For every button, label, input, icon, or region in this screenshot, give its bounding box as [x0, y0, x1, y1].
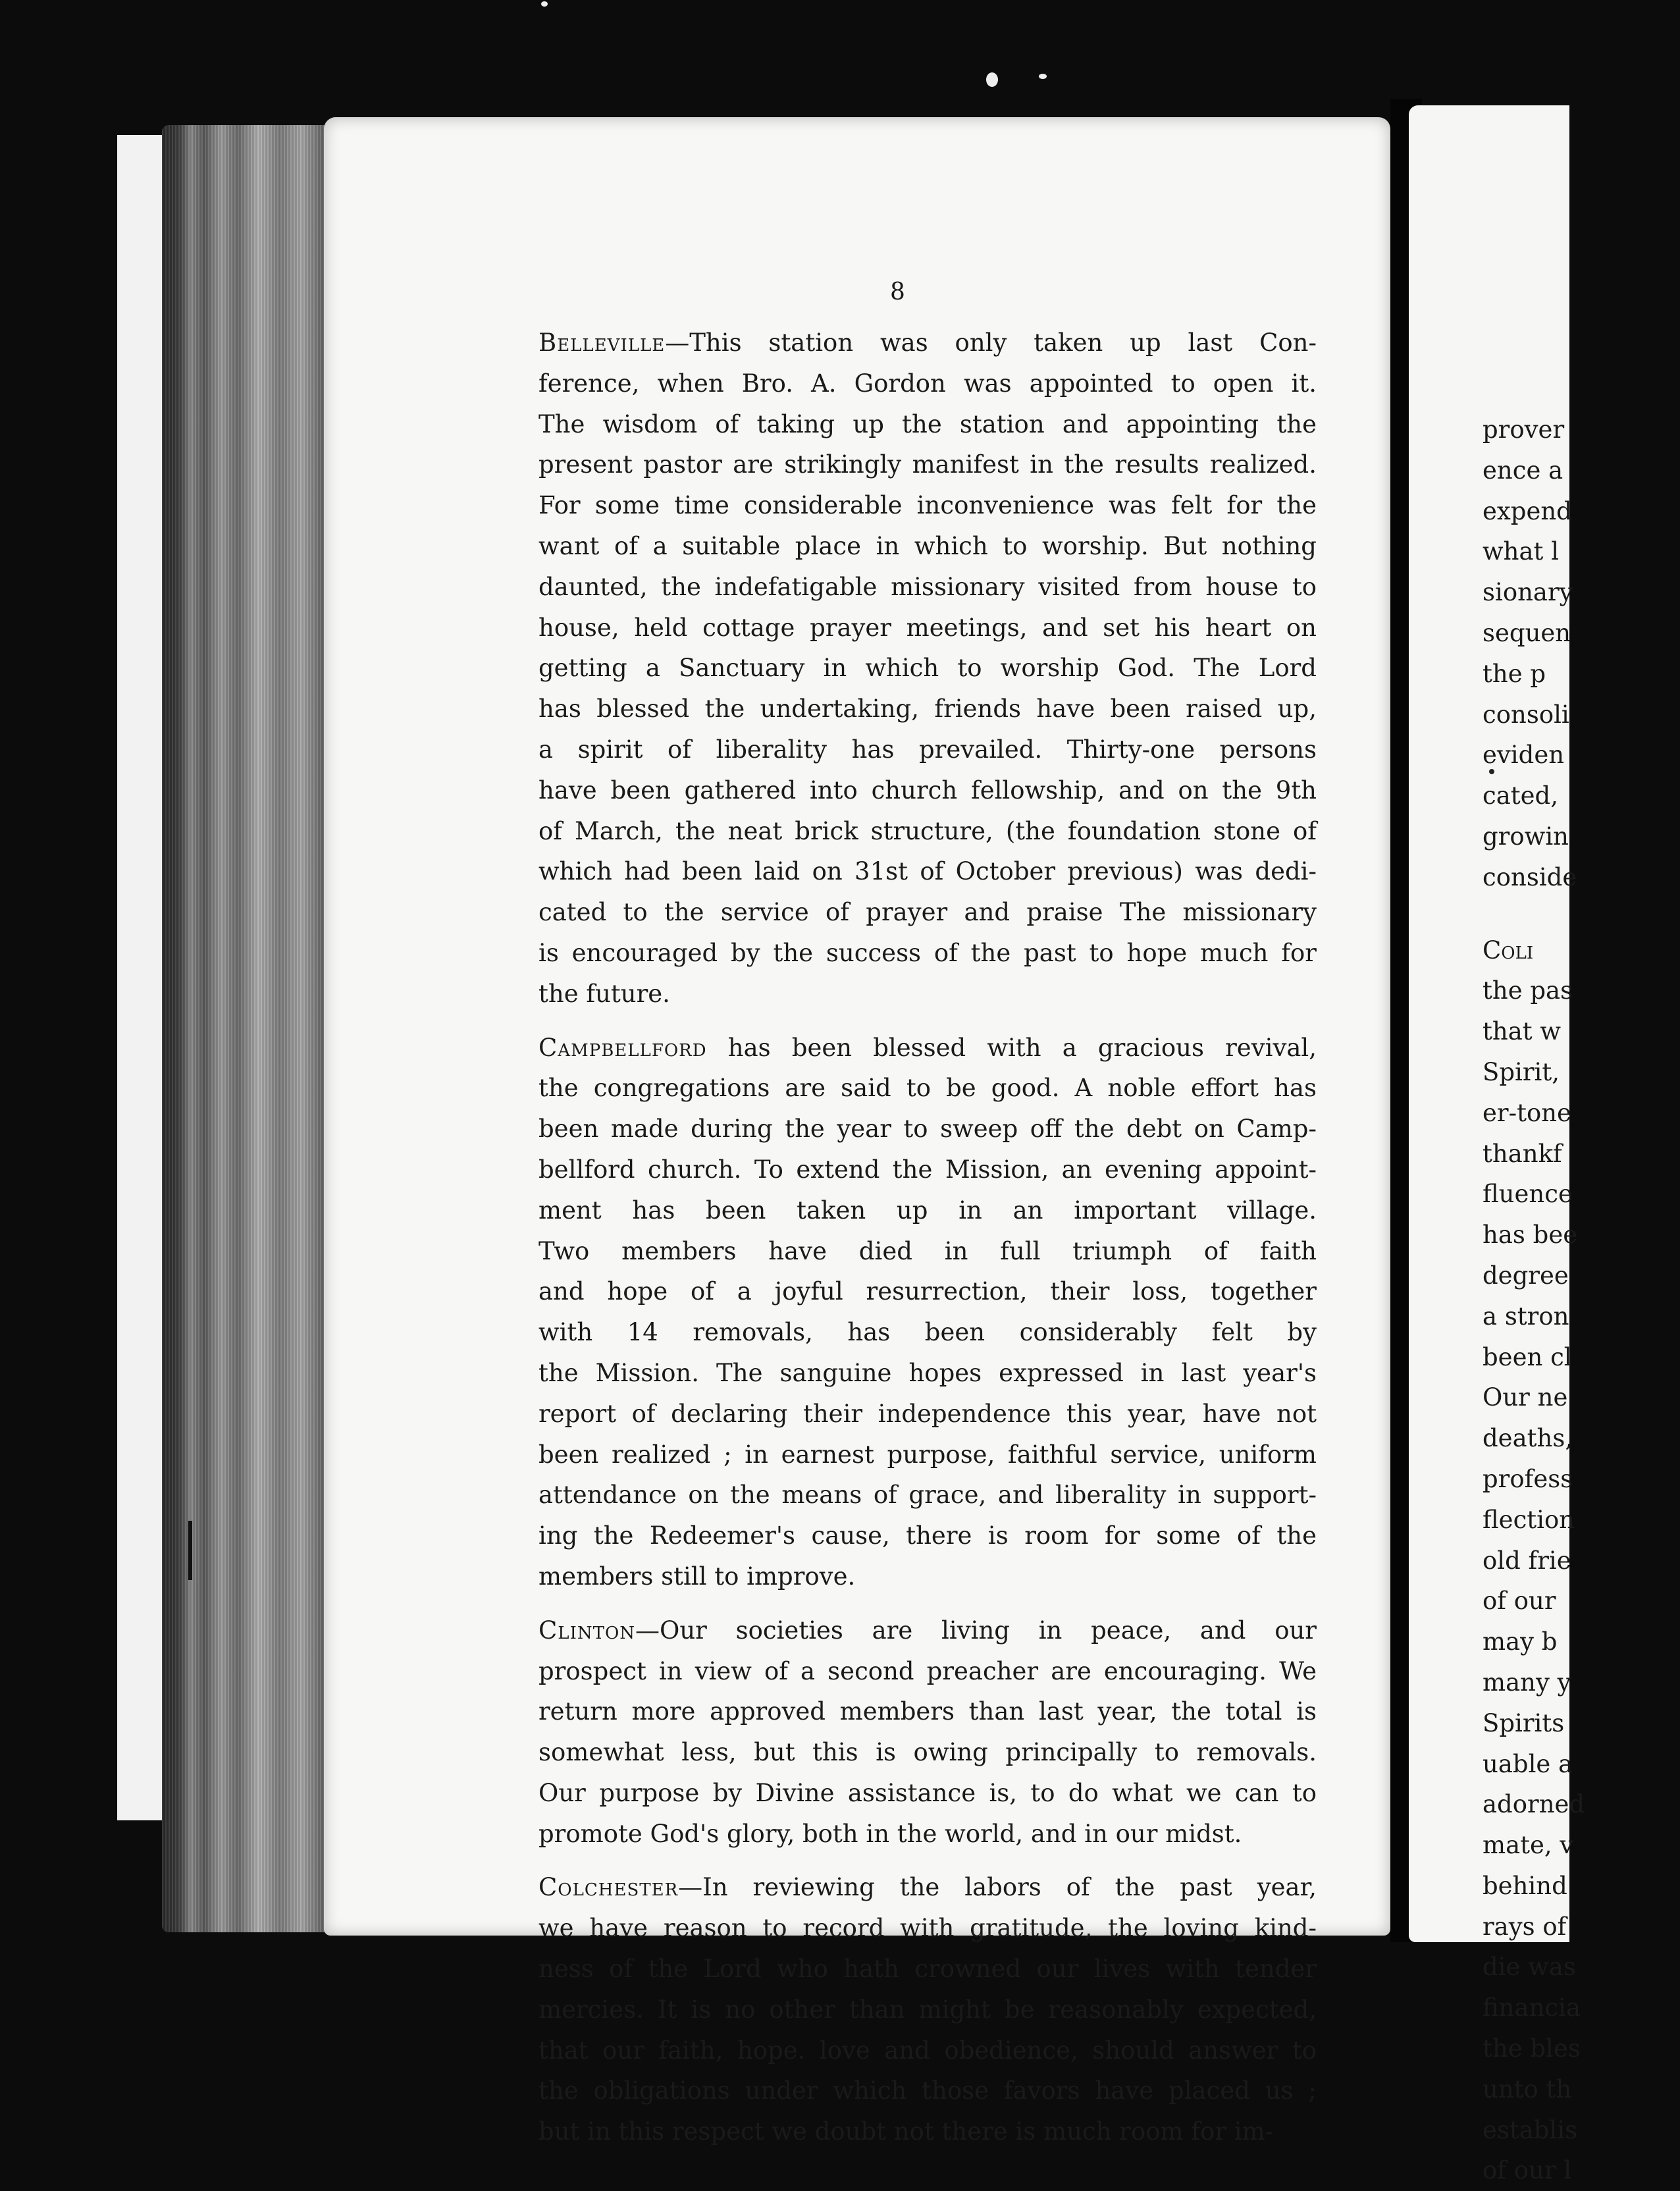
text-line: For some time considerable inconvenience was felt for the	[538, 491, 1317, 520]
facing-page-line: the p	[1483, 659, 1546, 688]
text-line: been made during the year to sweep off the debt on Camp-	[538, 1115, 1317, 1144]
edge-mark	[188, 1521, 192, 1580]
text-line: Two members have died in full triumph of faith	[538, 1236, 1317, 1265]
page-body	[520, 323, 1317, 2165]
paragraph-heading: Campbellford	[538, 1033, 707, 1062]
facing-page-line: growin	[1483, 822, 1569, 851]
facing-page-line: expend	[1483, 496, 1572, 525]
text-line	[520, 1867, 1317, 1908]
facing-page-line: er-tone	[1483, 1098, 1571, 1127]
text-line: the future.	[538, 979, 670, 1008]
facing-page-line: of our l	[1483, 2156, 1572, 2185]
text-line: the Mission. The sanguine hopes expressed in last year's	[538, 1358, 1317, 1387]
text-line: ing the Redeemer's cause, there is room for some of the	[538, 1521, 1317, 1550]
facing-page-line: what l	[1483, 537, 1560, 566]
text-line: present pastor are strikingly manifest in the results realized.	[538, 450, 1317, 479]
text-line: been realized ; in earnest purpose, faithful service, uniform	[538, 1440, 1317, 1469]
facing-page-line: mate, v	[1483, 1831, 1574, 1860]
facing-page-line: been cl	[1483, 1342, 1572, 1371]
facing-page-line: that w	[1483, 1017, 1562, 1046]
paragraph-text: —In reviewing the labors of the past year,	[678, 1873, 1317, 1902]
paragraph	[520, 1867, 1317, 2152]
text-line: which had been laid on 31st of October previous) was dedi-	[538, 857, 1317, 886]
paragraph	[520, 323, 1317, 1015]
facing-page-line: unto th	[1483, 2074, 1572, 2103]
facing-page-line	[1483, 898, 1680, 930]
paragraph-heading: Belleville	[538, 329, 666, 357]
text-line: but in this respect we doubt not there is much room for im-	[538, 2117, 1274, 2146]
text-line: getting a Sanctuary in which to worship God. The Lord	[538, 654, 1317, 683]
paragraph-heading: Clinton	[538, 1616, 636, 1645]
facing-page-line: old frie	[1483, 1546, 1571, 1575]
text-line: want of a suitable place in which to worship. But nothing	[538, 531, 1317, 560]
facing-page-line: conside	[1483, 862, 1577, 891]
facing-page-line: Coli	[1483, 936, 1534, 964]
facing-page-line: degree	[1483, 1261, 1569, 1290]
text-line: The wisdom of taking up the station and appointing the	[538, 409, 1317, 438]
text-line: is encouraged by the success of the past to hope much for	[538, 938, 1317, 967]
facing-page-line: adorned	[1483, 1790, 1585, 1819]
facing-page-line: the bles	[1483, 2034, 1581, 2063]
facing-page-line: deaths,	[1483, 1424, 1573, 1453]
text-line: mercies. It is no other than might be reasonably expected,	[538, 1995, 1317, 2024]
facing-page-line: uable a	[1483, 1749, 1573, 1778]
text-line: ference, when Bro. A. Gordon was appointed to open it.	[538, 369, 1317, 398]
text-line: house, held cottage prayer meetings, and set his heart on	[538, 613, 1317, 642]
text-line: attendance on the means of grace, and liberality in support-	[538, 1481, 1317, 1510]
dust-speck	[541, 1, 548, 7]
text-line: ment has been taken up in an important village.	[538, 1196, 1317, 1225]
text-line: promote God's glory, both in the world, and in our midst.	[538, 1819, 1242, 1848]
facing-page-line: die was	[1483, 1953, 1576, 1982]
facing-page-line: of our	[1483, 1587, 1556, 1616]
facing-page-line: rays of	[1483, 1912, 1567, 1941]
text-line: have been gathered into church fellowship, and on the 9th	[538, 776, 1317, 805]
text-line: report of declaring their independence this year, have not	[538, 1399, 1317, 1428]
text-line: prospect in view of a second preacher are encouraging. We	[538, 1656, 1317, 1685]
facing-page-line: Spirit,	[1483, 1057, 1560, 1086]
text-line	[520, 1028, 1317, 1069]
facing-page-text	[1483, 409, 1680, 2191]
facing-page-line: behind	[1483, 1871, 1567, 1900]
facing-page-line: fluence	[1483, 1180, 1573, 1209]
facing-page-line: flection	[1483, 1505, 1575, 1534]
text-line	[520, 323, 1317, 363]
ink-dot	[1489, 769, 1494, 774]
facing-page-line: Our ne	[1483, 1383, 1568, 1412]
text-line: and hope of a joyful resurrection, their loss, together	[538, 1277, 1317, 1306]
text-line	[520, 1610, 1317, 1651]
paragraph-text: —Our societies are living in peace, and our	[635, 1616, 1317, 1645]
facing-page-line: ence a	[1483, 456, 1563, 485]
facing-page-line: financia	[1483, 1993, 1581, 2022]
text-line: has blessed the undertaking, friends have been raised up,	[538, 695, 1317, 724]
text-line: a spirit of liberality has prevailed. Thirty-one persons	[538, 735, 1317, 764]
facing-page-line: prover	[1483, 415, 1565, 444]
facing-page-line: sequen	[1483, 618, 1571, 647]
text-line: that our faith, hope. love and obedience, should answer to	[538, 2036, 1317, 2065]
paragraph-text: has been blessed with a gracious revival,	[706, 1033, 1317, 1062]
text-line: of March, the neat brick structure, (the foundation stone of	[538, 816, 1317, 845]
text-line: with 14 removals, has been considerably felt by	[538, 1318, 1317, 1347]
facing-page-line: cated,	[1483, 781, 1558, 810]
facing-page-line: a stron	[1483, 1302, 1569, 1331]
facing-page-line: many y	[1483, 1668, 1571, 1697]
text-line: Our purpose by Divine assistance is, to do what we can to	[538, 1778, 1317, 1807]
paragraph	[520, 1028, 1317, 1597]
facing-page-line: the pas	[1483, 976, 1573, 1005]
text-line: daunted, the indefatigable missionary visited from house to	[538, 572, 1317, 601]
facing-page-line: establis	[1483, 2115, 1578, 2144]
text-line: ness of the Lord who hath crowned our lives with tender	[538, 1955, 1317, 1984]
facing-page-line: profess	[1483, 1464, 1573, 1493]
paragraph-heading: Colchester	[538, 1873, 679, 1902]
text-line: somewhat less, but this is owing principally to removals.	[538, 1738, 1317, 1767]
dust-speck	[986, 72, 998, 87]
text-line: the congregations are said to be good. A noble effort has	[538, 1074, 1317, 1103]
text-line: bellford church. To extend the Mission, an evening appoint-	[538, 1155, 1317, 1184]
facing-page-line: may b	[1483, 1627, 1558, 1656]
facing-page-line: Spirits	[1483, 1708, 1565, 1737]
text-line: the obligations under which those favors have placed us ;	[538, 2076, 1317, 2105]
text-line: return more approved members than last year, the total is	[538, 1697, 1317, 1726]
facing-page-line: consoli	[1483, 700, 1569, 729]
text-line: members still to improve.	[538, 1562, 856, 1591]
text-line: cated to the service of prayer and praise The missionary	[538, 898, 1317, 927]
facing-page-line: thankf	[1483, 1139, 1562, 1168]
facing-page	[1409, 105, 1585, 2185]
facing-page-line: eviden	[1483, 741, 1565, 770]
facing-page-line: has bee	[1483, 1221, 1578, 1250]
paragraph-text: —This station was only taken up last Con-	[665, 329, 1317, 357]
text-line: we have reason to record with gratitude, the loving kind-	[538, 1914, 1317, 1943]
dust-speck	[1039, 74, 1047, 79]
paragraph	[520, 1610, 1317, 1855]
page-number: 8	[890, 278, 905, 305]
facing-page-line: sionary	[1483, 578, 1573, 607]
